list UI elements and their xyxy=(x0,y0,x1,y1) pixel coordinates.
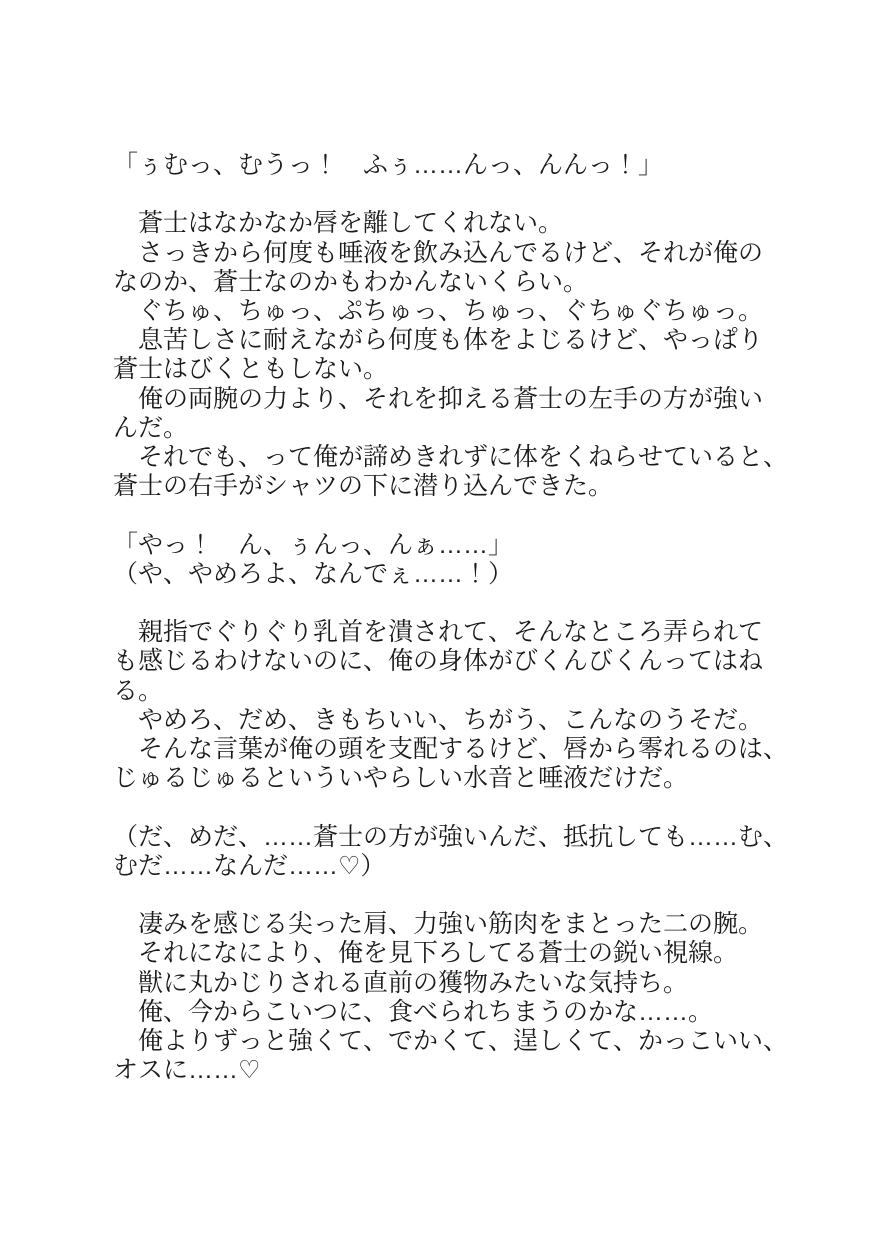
text-line: 「ぅむっ、むうっ！ ふぅ……んっ、んんっ！」 xyxy=(113,151,664,179)
text-line: 「やっ！ ん、ぅんっ、んぁ……」 xyxy=(113,530,514,559)
blank-line xyxy=(113,793,783,822)
text-line: 息苦しさに耐えながら何度も体をよじるけど、やっぱり xyxy=(113,326,764,355)
text-line: さっきから何度も唾液を飲み込んでるけど、それが俺の xyxy=(113,238,764,267)
text-line: 俺の両腕の力より、それを抑える蒼士の左手の方が強い xyxy=(113,384,764,413)
blank-line xyxy=(113,180,783,209)
text-line: 凄みを感じる尖った肩、力強い筋肉をまとった二の腕。 xyxy=(113,910,764,939)
text-line: むだ……なんだ……♡） xyxy=(113,851,386,880)
text-line: る。 xyxy=(113,676,164,705)
blank-line xyxy=(113,881,783,910)
text-line: 俺、今からこいつに、食べられちまうのかな……。 xyxy=(113,997,714,1026)
text-line: そんな言葉が俺の頭を支配するけど、唇から零れるのは、 xyxy=(113,735,789,764)
text-line: 蒼士はびくともしない。 xyxy=(113,355,389,384)
text-line: も感じるわけないのに、俺の身体がびくんびくんってはね xyxy=(113,647,764,676)
text-line: なのか、蒼士なのかもわかんないくらい。 xyxy=(113,267,589,296)
text-line: それでも、って俺が諦めきれずに体をくねらせていると、 xyxy=(113,443,789,472)
text-line: 俺よりずっと強くて、でかくて、逞しくて、かっこいい、 xyxy=(113,1027,789,1056)
blank-line xyxy=(113,589,783,618)
novel-text-block xyxy=(113,151,789,1085)
text-line: 親指でぐりぐり乳首を潰されて、そんなところ弄られて xyxy=(113,618,764,647)
text-line: ぐちゅ、ちゅっ、ぷちゅっ、ちゅっ、ぐちゅぐちゅっ。 xyxy=(113,297,764,325)
text-line: んだ。 xyxy=(113,413,189,442)
text-line: 蒼士の右手がシャツの下に潜り込んできた。 xyxy=(113,472,614,501)
text-line: やめろ、だめ、きもちいい、ちがう、こんなのうそだ。 xyxy=(113,705,764,734)
text-line: （だ、めだ、……蒼士の方が強いんだ、抵抗しても……む、 xyxy=(113,822,789,851)
text-line: オスに……♡ xyxy=(113,1056,261,1085)
blank-line xyxy=(113,501,783,530)
text-line: それになにより、俺を見下ろしてる蒼士の鋭い視線。 xyxy=(113,939,739,968)
text-line: じゅるじゅるといういやらしい水音と唾液だけだ。 xyxy=(113,764,689,793)
text-line: （や、やめろよ、なんでぇ……！） xyxy=(113,559,514,588)
text-line: 獣に丸かじりされる直前の獲物みたいな気持ち。 xyxy=(113,968,689,997)
text-line: 蒼士はなかなか唇を離してくれない。 xyxy=(113,209,564,238)
